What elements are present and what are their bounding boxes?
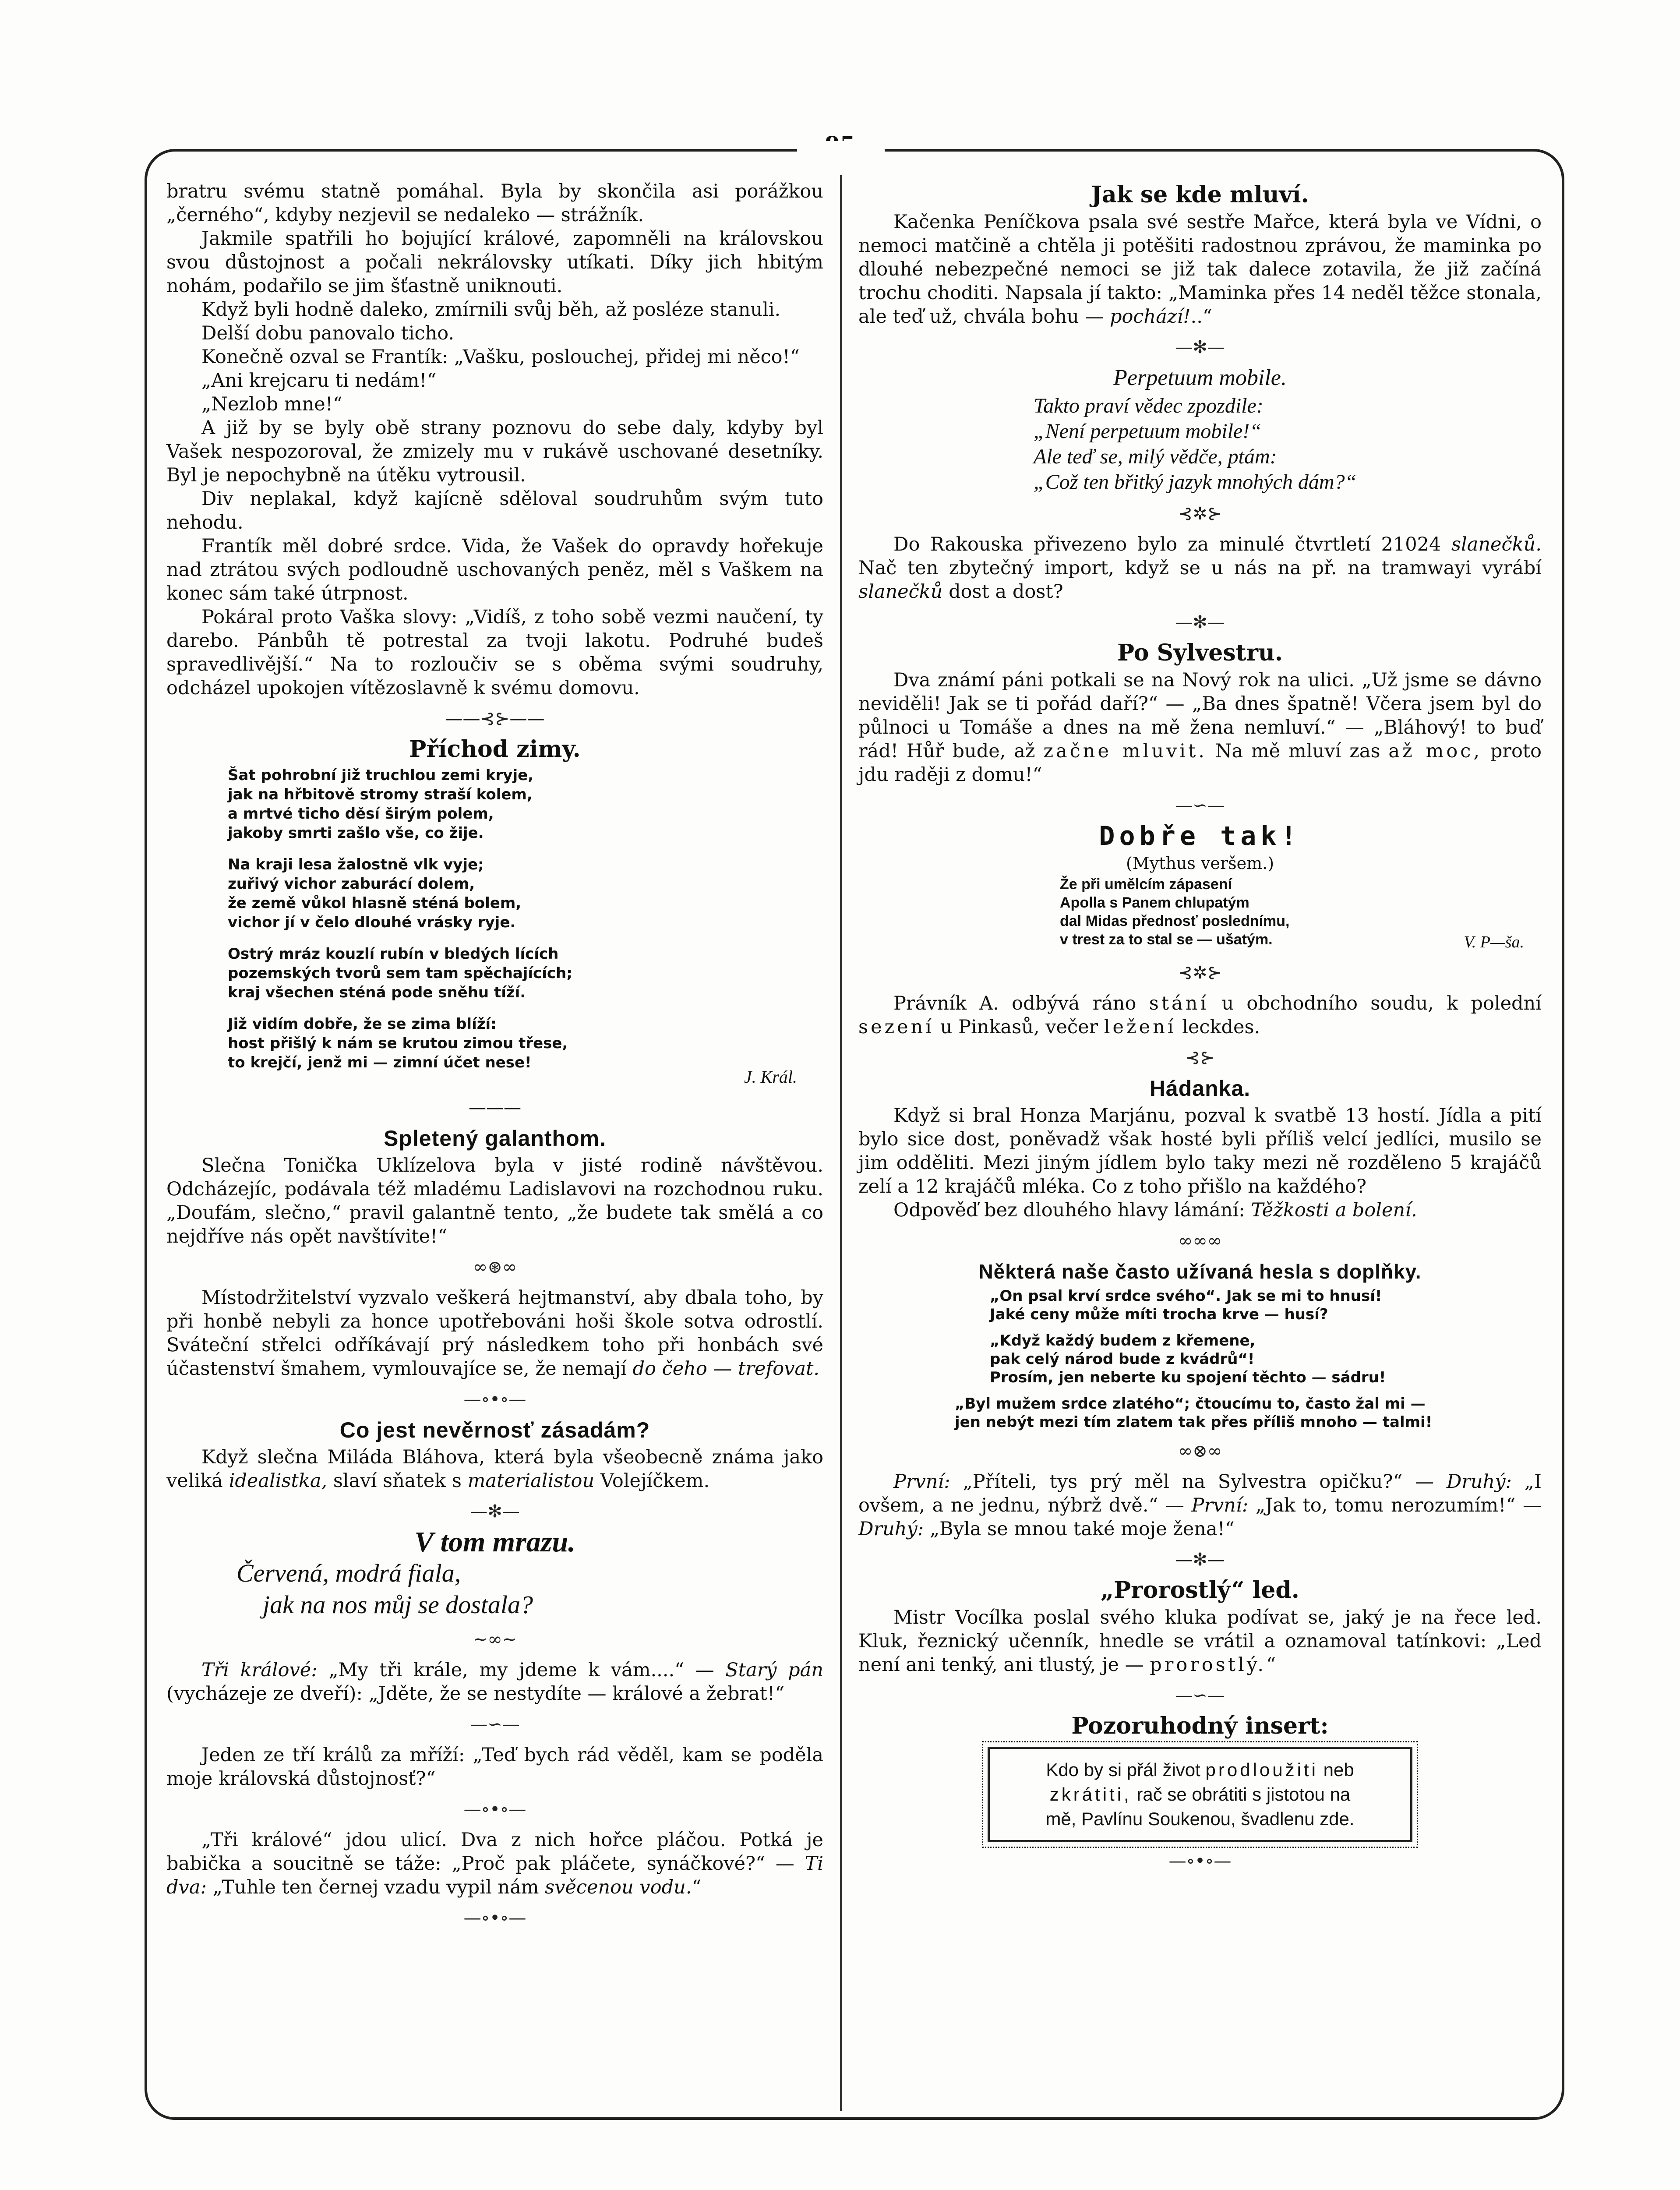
text-run: Nač ten zbytečný import, když se u nás na př. na tramwayi vyrábí: [858, 557, 1542, 579]
spaced-phrase: stání: [1149, 993, 1209, 1014]
text-run: “: [1266, 1654, 1276, 1676]
text-run: Právník A. odbývá ráno: [893, 993, 1136, 1014]
italic-phrase: materialistou: [467, 1470, 595, 1492]
ornament-divider: ∞⊛∞: [473, 1257, 517, 1277]
ornament-divider: —✻—: [470, 1501, 520, 1522]
speaker: Tři králové:: [201, 1659, 318, 1681]
poem-line: to krejčí, jenž mi — zimní účet nese!: [228, 1054, 532, 1071]
text-run: Na mě mluví zas: [1215, 740, 1380, 762]
speaker: Druhý:: [1446, 1471, 1512, 1493]
text-run: neb: [1323, 1759, 1354, 1780]
heading-po-sylvestru: Po Sylvestru.: [1117, 639, 1283, 666]
spaced-phrase: ležení: [1104, 1016, 1176, 1038]
verse-line: dal Midas přednosť poslednímu,: [1060, 913, 1290, 929]
text-run: Mistr Vocílka poslal svého kluka podívat se, jaký je na řece led. Kluk, řeznický učenník, hnedle se vrátil a oznamoval tatínkovi: „Led není ani tenký, ani tlustý, je —: [858, 1607, 1542, 1676]
subtitle-mythus: (Mythus veršem.): [1126, 854, 1274, 873]
text-run: Odpověď bez dlouhého hlavy lámání:: [893, 1199, 1245, 1221]
poem-line: vichor jí v čelo dlouhé vrásky ryje.: [228, 914, 516, 931]
article-pravnik: [858, 992, 1542, 1039]
poem-line: zuřivý vichor zaburácí dolem,: [228, 875, 475, 893]
speaker: Starý pán: [725, 1659, 823, 1681]
verse-line: Apolla s Panem chlupatým: [1060, 894, 1249, 911]
insert-line: [1003, 1758, 1397, 1782]
poem-line: jakoby smrti zašlo vše, co žije.: [228, 824, 484, 842]
poem-line: kraj všechen sténá pode sněhu tíží.: [228, 984, 526, 1001]
article-po-sylvestru: [858, 668, 1542, 787]
ornament-divider: ⊰✲⊱: [1178, 963, 1222, 983]
ornament-divider: ——⊰⊱——: [445, 709, 545, 729]
hesla-line: pak celý národ bude z kvádrů“!: [990, 1350, 1255, 1368]
ornament-divider: —∽—: [470, 1714, 520, 1734]
speaker: Ti dva:: [166, 1853, 823, 1898]
poem-line: Šat pohrobní již truchlou zemi kryje,: [228, 766, 534, 784]
article-tri-kralove-ulici: [166, 1828, 823, 1899]
story-paragraph: Frantík měl dobré srdce. Vida, že Vašek do opravdy hořekuje nad ztrátou svých podloudně uschovaných peněz, měl s Vaškem na konec sám také útrpnost.: [166, 535, 823, 604]
text-run: „Tuhle ten černej vzadu vypil nám: [212, 1876, 539, 1898]
italic-phrase: pochází!: [1110, 306, 1191, 328]
verse-line: v trest za to stal se — ušatým.: [1060, 931, 1273, 948]
ornament-divider: —∘•∘—: [463, 1389, 526, 1409]
text-run: Kdo by si přál život: [1046, 1759, 1200, 1780]
verse-line: „Není perpetuum mobile!“: [1034, 420, 1261, 443]
text-run: Volejíčkem.: [600, 1470, 710, 1492]
italic-phrase: slanečků: [858, 581, 943, 603]
text-run: Dva známí páni potkali se na Nový rok na ulici. „Už jsme se dávno neviděli! Jak se ti pořád daří?“ — „Ba dnes špatně! Včera jsem byl do půlnoci u Tomáše a dnes na mě žena nemluví.“ — „Bláhový! to buď rád! Hůř bude, až: [858, 669, 1542, 762]
text-run: u Pinkasů, večer: [940, 1016, 1098, 1038]
spaced-phrase: prodloužiti: [1205, 1759, 1318, 1780]
ornament-divider: —∘•∘—: [463, 1799, 526, 1819]
ornament-divider: ∞∞∞: [1178, 1231, 1222, 1251]
ornament-divider: ~∞~: [473, 1629, 517, 1650]
hesla-line: „Byl mužem srdce zlatého“; čtoucímu to, často žal mi —: [955, 1395, 1426, 1413]
ornament-divider: ∞⊗∞: [1178, 1441, 1222, 1461]
hesla-line: „Když každý budem z křemene,: [990, 1332, 1256, 1349]
text-run: Do Rakouska přivezeno bylo za minulé čtvrtletí 21024: [893, 533, 1441, 555]
article-nevernost: [166, 1445, 823, 1493]
text-run: u obchodního soudu, k polední: [1221, 993, 1542, 1014]
spaced-phrase: sezení: [858, 1016, 935, 1038]
article-mistodrzitelstvi: [166, 1286, 823, 1381]
verse-line: Červená, modrá fiala,: [236, 1559, 461, 1587]
text-run: “: [692, 1876, 702, 1898]
hesla-group: [955, 1395, 1542, 1431]
spaced-phrase: začne mluvit.: [1043, 740, 1207, 762]
poem-line: a mrtvé ticho děsí širým polem,: [228, 805, 494, 823]
verse-line: Ale teď se, milý vědče, ptám:: [1034, 445, 1277, 468]
speaker: První:: [1191, 1494, 1249, 1516]
hesla-line: „On psal krví srdce svého“. Jak se mi to hnusí!: [990, 1287, 1382, 1305]
text-run: ..“: [1190, 306, 1212, 328]
text-run: (vycházeje ze dveří): „Jděte, že se nestydíte — králové a žebrat!“: [166, 1683, 785, 1705]
heading-pozoruhodny-insert: Pozoruhodný insert:: [1071, 1713, 1329, 1739]
hesla-group: [990, 1332, 1542, 1387]
verse-author: V. P—ša.: [1464, 933, 1524, 951]
article-slanecky: [858, 533, 1542, 604]
story-paragraph: Pokáral proto Vaška slovy: „Vidíš, z toho sobě vezmi naučení, ty darebo. Pánbůh tě potrestal za tvoji lakotu. Podruhé budeš spravedlivější.“ Na to rozloučiv se s oběma svými soudruhy, odcházel upokojen vítězoslavně k svému domovu.: [166, 606, 823, 699]
poem-line: host přišlý k nám se krutou zimou třese,: [228, 1035, 568, 1052]
article-prorostly-led: [858, 1606, 1542, 1677]
text-run: „Příteli, tys prý měl na Sylvestra opičku?“ —: [963, 1471, 1434, 1493]
ornament-divider: —∽—: [1175, 795, 1225, 816]
story-paragraph: Když byli hodně daleko, zmírnili svůj běh, až posléze stanuli.: [201, 299, 781, 321]
insert-line: [1003, 1782, 1397, 1807]
insert-box: [988, 1747, 1412, 1842]
speaker: Druhý:: [858, 1518, 924, 1540]
heading-jak-se-kde-mluvi: Jak se kde mluví.: [1091, 181, 1309, 208]
dialog-opicka: [858, 1470, 1542, 1541]
poem-line: jak na hřbitově stromy straší kolem,: [228, 786, 533, 803]
dialog-tri-kralove: [166, 1658, 823, 1706]
story-paragraph: Delší dobu panovalo ticho.: [201, 322, 455, 344]
insert-line: mě, Pavlínu Soukenou, švadlenu zde.: [1045, 1809, 1355, 1829]
italic-phrase: idealistka,: [229, 1470, 328, 1492]
ornament-divider: —✻—: [1175, 337, 1225, 357]
heading-hadanka: Hádanka.: [1149, 1076, 1251, 1101]
verse-perpetuum: [1034, 393, 1542, 495]
story-paragraph: Konečně ozval se Frantík: „Vašku, poslouchej, přidej mi něco!“: [201, 346, 800, 368]
story-paragraph: „Nezlob mne!“: [201, 393, 343, 415]
text-run: dost a dost?: [949, 581, 1063, 603]
text-run: slaví sňatek s: [333, 1470, 462, 1492]
article-text: Jeden ze tří králů za mříží: „Teď bych rád věděl, kam se poděla moje královská důstojnosť?“: [166, 1744, 823, 1790]
left-column: [166, 180, 823, 1937]
text-run: „Tři králové“ jdou ulicí. Dva z nich hořce pláčou. Potká je babička a soucitně se táže: „Proč pak pláčete, synáčkové?“ —: [166, 1829, 823, 1875]
text-run: leckdes.: [1182, 1016, 1260, 1038]
text-run: Kačenka Peníčkova psala své sestře Mařce, která byla ve Vídni, o nemoci matčině a chtěla ji potěšiti radostnou zprávou, že maminka po dlouhé nebezpečné nemoci se již tak dalece zotavila, že již začíná trochu choditi. Napsala jí takto: „Maminka přes 14 neděl těžce stonala, ale teď už, chvála bohu —: [858, 211, 1542, 328]
ornament-divider: —∽—: [1175, 1685, 1225, 1706]
article-text: Slečna Tonička Uklízelova byla v jisté rodině návštěvou. Odcházejíc, podávala též mladému Ladislavovi na rozchodnou ruku. „Doufám, slečno,“ pravil galantně tento, „že budete tak smělá a co nejdříve nás opět navštívite!“: [166, 1155, 823, 1247]
italic-phrase: Těžkosti a bolení.: [1251, 1199, 1417, 1221]
verse-line: Že při umělcím zápasení: [1060, 876, 1232, 893]
story-paragraph: bratru svému statně pomáhal. Byla by skončila asi porážkou „černého“, kdyby nezjevil se nedaleko — strážník.: [166, 180, 823, 226]
story-paragraph: A již by se byly obě strany poznovu do sebe daly, kdyby byl Vašek nespozoroval, že zmizely mu v rukávě uschované desetníky. Byl je nepochybně na útěku vytrousil.: [166, 417, 823, 486]
article-text: Místodržitelství vyzvalo veškerá hejtmanství, aby dbala toho, by při honbě nebyli za honce upotřebováni hoši škole sotva odrostlí. Sváteční střelci odříkávají prý následkem toho při honbách své účastenství šmahem, vymlouvajíce se, že nemají: [166, 1287, 823, 1380]
heading-perpetuum-mobile: Perpetuum mobile.: [1113, 365, 1287, 390]
ornament-divider: —✻—: [1175, 612, 1225, 632]
text-run: „Byla se mnou také moje žena!“: [929, 1518, 1235, 1540]
ornament-divider: ———: [469, 1098, 521, 1118]
heading-hesla: Některá naše často užívaná hesla s doplňky.: [978, 1260, 1422, 1283]
article-jak-se-kde-mluvi: [858, 210, 1542, 328]
text-run: Když slečna Miláda Bláhova, která byla všeobecně známa jako veliká: [166, 1446, 823, 1492]
ornament-divider: ⊰⊱: [1185, 1048, 1215, 1068]
poem-author: J. Král.: [744, 1067, 797, 1087]
verse-line: jak na nos můj se dostala?: [263, 1590, 533, 1619]
story-paragraph: Div neplakal, když kajícně sděloval soudruhům svým tuto nehodu.: [166, 488, 823, 533]
ornament-divider: ⊰✲⊱: [1178, 504, 1222, 524]
spaced-phrase: až moc,: [1388, 740, 1482, 762]
ornament-divider: —∘•∘—: [463, 1908, 526, 1928]
poem-line: že země vůkol hlasně sténá bolem,: [228, 894, 522, 912]
frame-gap: [797, 141, 885, 159]
verse-line: „Což ten břitký jazyk mnohých dám?“: [1034, 470, 1357, 494]
italic-phrase: do čeho — trefovat.: [632, 1358, 820, 1380]
hesla-group: [990, 1287, 1542, 1324]
hesla-line: jen nebýt mezi tím zlatem tak přes příliš mnoho — talmi!: [955, 1413, 1433, 1431]
poem-title-prichod-zimy: Příchod zimy.: [409, 736, 581, 763]
heading-v-tom-mrazu: V tom mrazu.: [414, 1526, 575, 1558]
spaced-phrase: zkrátiti,: [1049, 1784, 1132, 1805]
speaker: První:: [893, 1471, 950, 1493]
ornament-divider: —∘•∘—: [1168, 1851, 1232, 1871]
italic-phrase: slanečků.: [1451, 533, 1542, 555]
poem-line: Již vidím dobře, že se zima blíží:: [228, 1015, 497, 1033]
poem-prichod-zimy: [228, 766, 823, 1072]
spaced-phrase: prorostlý.: [1150, 1654, 1267, 1676]
heading-nevernost: Co jest nevěrnosť zásadám?: [339, 1418, 650, 1442]
poem-line: Ostrý mráz kouzlí rubín v bledých lících: [228, 945, 559, 963]
text-run: „I ovšem, a ne jednu, nýbrž dvě.“ —: [858, 1471, 1542, 1516]
hesla-line: Jaké ceny může míti trocha krve — husí?: [990, 1306, 1328, 1323]
heading-spleteny-galanthom: Spletený galanthom.: [384, 1126, 606, 1151]
story-paragraph: Jakmile spatřili ho bojující králové, zapomněli na královskou svou důstojnost a počali nekrálovsky utíkati. Díky jich hbitým nohám, podařilo se jim šťastně uniknouti.: [166, 228, 823, 297]
story-paragraph: „Ani krejcaru ti nedám!“: [201, 370, 437, 392]
article-text: Když si bral Honza Marjánu, pozval k svatbě 13 hostí. Jídla a pití bylo sice dost, poněvadž však hosté byli příliš velcí jedlíci, musilo se jim odděliti. Mezi jiným jídlem bylo taky mezi ně rozděleno 5 krajáčů zelí a 12 krajáčů mléka. Co z toho přišlo na každého?: [858, 1105, 1542, 1197]
ornament-divider: —✻—: [1175, 1550, 1225, 1570]
verse-v-tom-mrazu: [236, 1558, 823, 1621]
verse-line: Takto praví vědec zpozdile:: [1034, 394, 1264, 417]
text-run: „Jak to, tomu nerozumím!“ —: [1255, 1494, 1542, 1516]
heading-dobre-tak: Dobře tak!: [1099, 821, 1301, 851]
text-run: rač se obrátiti s jistotou na: [1136, 1784, 1351, 1805]
heading-prorostly-led: „Prorostlý“ led.: [1101, 1577, 1299, 1604]
hesla-line: Prosím, jen neberte ku spojení těchto — sádru!: [990, 1369, 1386, 1386]
text-run: proto jdu raději z domu!“: [858, 740, 1542, 786]
right-column: [858, 180, 1542, 1880]
hadanka-answer: [858, 1198, 1542, 1222]
poem-line: pozemských tvorů sem tam spěchajících;: [228, 964, 572, 982]
italic-phrase: svěcenou vodu.: [545, 1876, 692, 1898]
column-divider: [840, 175, 842, 2111]
text-run: „My tři krále, my jdeme k vám....“ —: [328, 1659, 714, 1681]
poem-line: Na kraji lesa žalostně vlk vyje;: [228, 856, 484, 873]
